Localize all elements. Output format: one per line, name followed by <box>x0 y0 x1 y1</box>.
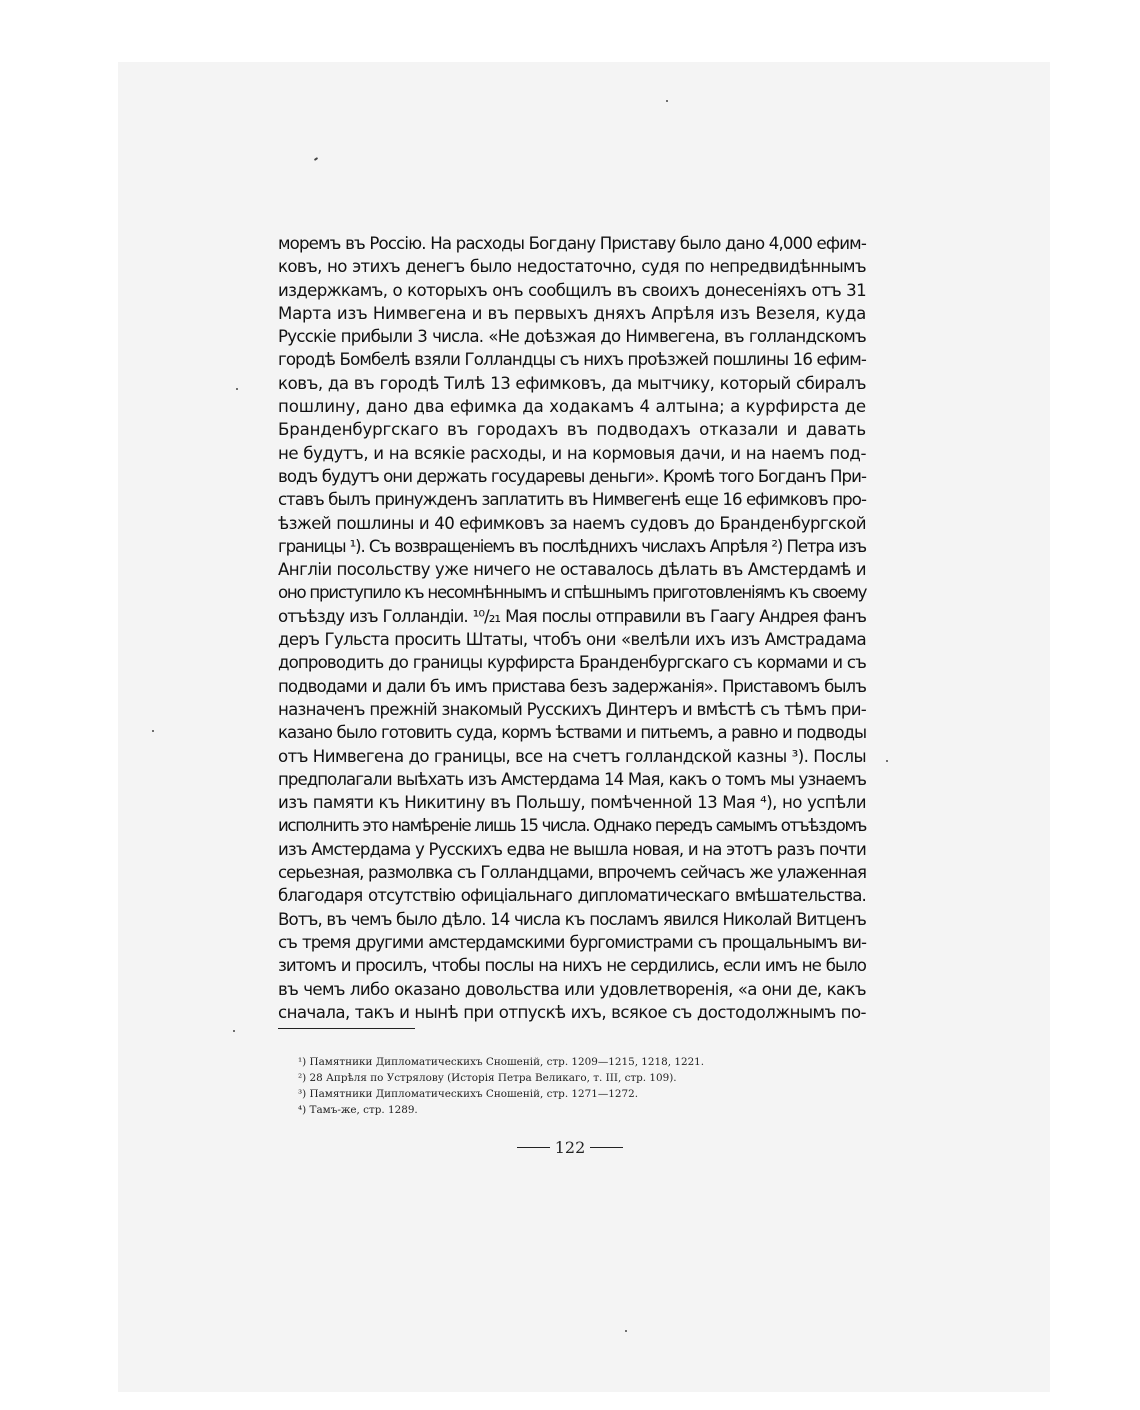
text-line: исполнить это намѣреніе лишь 15 числа. Однако передъ самымъ отъѣздомъ <box>278 816 866 836</box>
text-line: водъ будутъ они держать государевы деньги». Кромѣ того Богданъ При- <box>278 466 866 486</box>
text-line: сначала, такъ и нынѣ при отпускѣ ихъ, всякое съ достодолжнымъ по- <box>278 1002 866 1022</box>
text-line: назначенъ прежній знакомый Русскихъ Динтеръ и вмѣстѣ съ тѣмъ при- <box>278 699 866 719</box>
text-line: допроводить до границы курфирста Бранденбургскаго съ кормами и съ <box>278 653 866 673</box>
footnote: ²) 28 Апрѣля по Устрялову (Исторія Петра Великаго, т. III, стр. 109). <box>298 1072 677 1084</box>
text-line: изъ Амстердама у Русскихъ едва не вышла новая, и на этотъ разъ почти <box>278 839 866 859</box>
text-line: деръ Гульста просить Штаты, чтобъ они «велѣли ихъ изъ Амстрадама <box>278 630 866 650</box>
text-line: ставъ былъ принужденъ заплатить въ Нимвегенѣ еще 16 ефимковъ про- <box>278 490 866 510</box>
page-number-dash-left <box>517 1147 550 1148</box>
text-line: пошлину, дано два ефимка да ходакамъ 4 алтына; а курфирста де <box>278 397 866 417</box>
text-line: городѣ Бомбелѣ взяли Голландцы съ нихъ проѣзжей пошлины 16 ефим- <box>278 350 866 370</box>
page-number-dash-right <box>590 1147 623 1148</box>
text-line: зитомъ и просилъ, чтобы послы на нихъ не сердились, если имъ не было <box>278 956 866 976</box>
text-line: предполагали выѣхать изъ Амстердама 14 Мая, какъ о томъ мы узнаемъ <box>278 769 866 789</box>
text-line: границы ¹). Съ возвращеніемъ въ послѣднихъ числахъ Апрѣля ²) Петра изъ <box>278 536 866 556</box>
text-line: казано было готовить суда, кормъ ѣствами и питьемъ, а равно и подводы <box>278 723 866 743</box>
text-line: Вотъ, въ чемъ было дѣло. 14 числа къ посламъ явился Николай Витценъ <box>278 909 866 929</box>
text-line: издержкамъ, о которыхъ онъ сообщилъ въ своихъ донесеніяхъ отъ 31 <box>278 280 866 300</box>
footnote-separator <box>278 1028 415 1029</box>
text-line: отъѣзду изъ Голландіи. ¹⁰/₂₁ Мая послы отправили въ Гаагу Андрея фанъ <box>278 606 866 626</box>
scan-speck <box>886 760 888 762</box>
text-line: ѣзжей пошлины и 40 ефимковъ за наемъ судовъ до Бранденбургской <box>278 513 866 533</box>
footnote: ³) Памятники Дипломатическихъ Сношеній, стр. 1271—1272. <box>298 1088 638 1100</box>
text-line: съ тремя другими амстердамскими бургомистрами съ прощальнымъ ви- <box>278 932 866 952</box>
scan-speck <box>666 100 668 102</box>
text-line: подводами и дали бъ имъ пристава безъ задержанія». Приставомъ былъ <box>278 676 866 696</box>
text-line: серьезная, размолвка съ Голландцами, впрочемъ сейчасъ же улаженная <box>278 863 866 883</box>
text-line: моремъ въ Россію. На расходы Богдану Приставу было дано 4,000 ефим- <box>278 234 866 253</box>
text-line: отъ Нимвегена до границы, все на счетъ голландской казны ³). Послы <box>278 746 866 766</box>
text-line: не будутъ, и на всякіе расходы, и на кормовыя дачи, и на наемъ под- <box>278 443 866 463</box>
text-line: Русскіе прибыли 3 числа. «Не доѣзжая до Нимвегена, въ голландскомъ <box>278 327 866 347</box>
text-line: изъ памяти къ Никитину въ Польшу, помѣченной 13 Мая ⁴), но успѣли <box>278 793 866 813</box>
scan-speck <box>236 388 238 390</box>
text-line: въ чемъ либо оказано довольства или удовлетворенія, «а они де, какъ <box>278 979 866 999</box>
page-number-row <box>510 1136 630 1158</box>
scan-speck <box>625 1330 627 1332</box>
text-line: благодаря отсутствію офиціальнаго дипломатическаго вмѣшательства. <box>278 886 866 906</box>
scan-speck <box>233 1030 235 1032</box>
text-line: оно приступило къ несомнѣннымъ и спѣшнымъ приготовленіямъ къ своему <box>278 583 867 603</box>
body-text <box>278 232 866 1024</box>
text-line: ковъ, да въ городѣ Тилѣ 13 ефимковъ, да мытчику, который сбиралъ <box>278 373 866 393</box>
page-number: 122 <box>554 1137 586 1157</box>
footnote: ¹) Памятники Дипломатическихъ Сношеній, стр. 1209—1215, 1218, 1221. <box>298 1056 705 1068</box>
text-line: ковъ, но этихъ денегъ было недостаточно, судя по непредвидѣннымъ <box>278 257 866 277</box>
text-line: Марта изъ Нимвегена и въ первыхъ дняхъ Апрѣля изъ Везеля, куда <box>278 303 866 323</box>
text-line: Бранденбургскаго въ городахъ въ подводахъ отказали и давать <box>278 420 866 440</box>
footnote: ⁴) Тамъ-же, стр. 1289. <box>298 1104 418 1116</box>
text-line: Англіи посольству уже ничего не оставалось дѣлать въ Амстердамѣ и <box>278 560 866 580</box>
scan-speck <box>152 730 154 732</box>
footnotes <box>298 1054 818 1118</box>
